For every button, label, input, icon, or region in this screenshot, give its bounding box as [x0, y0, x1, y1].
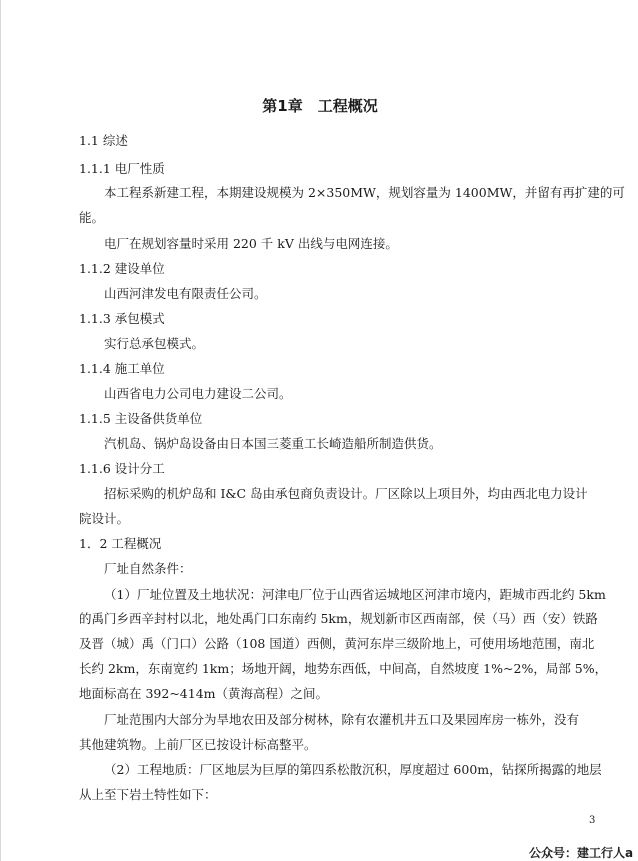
paragraph-line: （2）工程地质：厂区地层为巨厚的第四系松散沉积，厚度超过 600m，钻探所揭露的地层	[104, 762, 602, 777]
section-heading: 1.1.5 主设备供货单位	[79, 411, 203, 426]
paragraph-line: 的禹门乡西辛封村以北，地处禹门口东南约 5km，规划新市区西南部，侯（马）西（安）铁路	[79, 611, 598, 626]
section-heading: 1.1.2 建设单位	[79, 261, 165, 276]
section-heading: 1.1.6 设计分工	[79, 461, 165, 476]
paragraph-line: 山西省电力公司电力建设二公司。	[104, 386, 292, 401]
paragraph-line: 长约 2km，东南宽约 1km；场地开阔，地势东西低，中间高，自然坡度 1%~2%，局部 5%，	[79, 661, 608, 676]
paragraph-line: 山西河津发电有限责任公司。	[104, 286, 267, 301]
paragraph-line: （1）厂址位置及土地状况：河津电厂位于山西省运城地区河津市境内，距城市西北约 5km	[104, 587, 606, 602]
paragraph-line: 地面标高在 392~414m（黄海高程）之间。	[79, 686, 329, 701]
page-number: 3	[589, 815, 596, 826]
section-heading: 1.1.3 承包模式	[79, 311, 165, 326]
section-heading: 1.1 综述	[79, 133, 128, 148]
paragraph-line: 从上至下岩土特性如下：	[79, 787, 217, 802]
paragraph-line: 其他建筑物。上前厂区已按设计标高整平。	[79, 737, 317, 752]
section-heading: 1．2 工程概况	[79, 536, 162, 551]
paragraph-line: 电厂在规划容量时采用 220 千 kV 出线与电网连接。	[104, 236, 398, 251]
paragraph-line: 及晋（城）禹（门口）公路（108 国道）西侧，黄河东岸三级阶地上，可使用场地范围，南北	[79, 636, 595, 651]
paragraph-line: 招标采购的机炉岛和 I&C 岛由承包商负责设计。厂区除以上项目外，均由西北电力设计	[104, 486, 588, 501]
paragraph-line: 厂址范围内大部分为旱地农田及部分树林，除有农灌机井五口及果园库房一栋外，没有	[104, 712, 580, 727]
paragraph-line: 能。	[79, 210, 105, 225]
watermark-text: 公众号：建工行人a	[529, 846, 634, 860]
paragraph-line: 实行总承包模式。	[104, 336, 205, 351]
chapter-title: 第1章 工程概况	[262, 97, 378, 115]
paragraph-line: 汽机岛、锅炉岛设备由日本国三菱重工长崎造船所制造供货。	[104, 436, 442, 451]
paragraph-line: 厂址自然条件：	[104, 561, 192, 576]
section-heading: 1.1.4 施工单位	[79, 361, 165, 376]
paragraph-line: 院设计。	[79, 511, 130, 526]
paragraph-line: 本工程系新建工程，本期建设规模为 2×350MW，规划容量为 1400MW，并留有再扩建的可	[104, 185, 625, 200]
section-heading: 1.1.1 电厂性质	[79, 161, 165, 176]
